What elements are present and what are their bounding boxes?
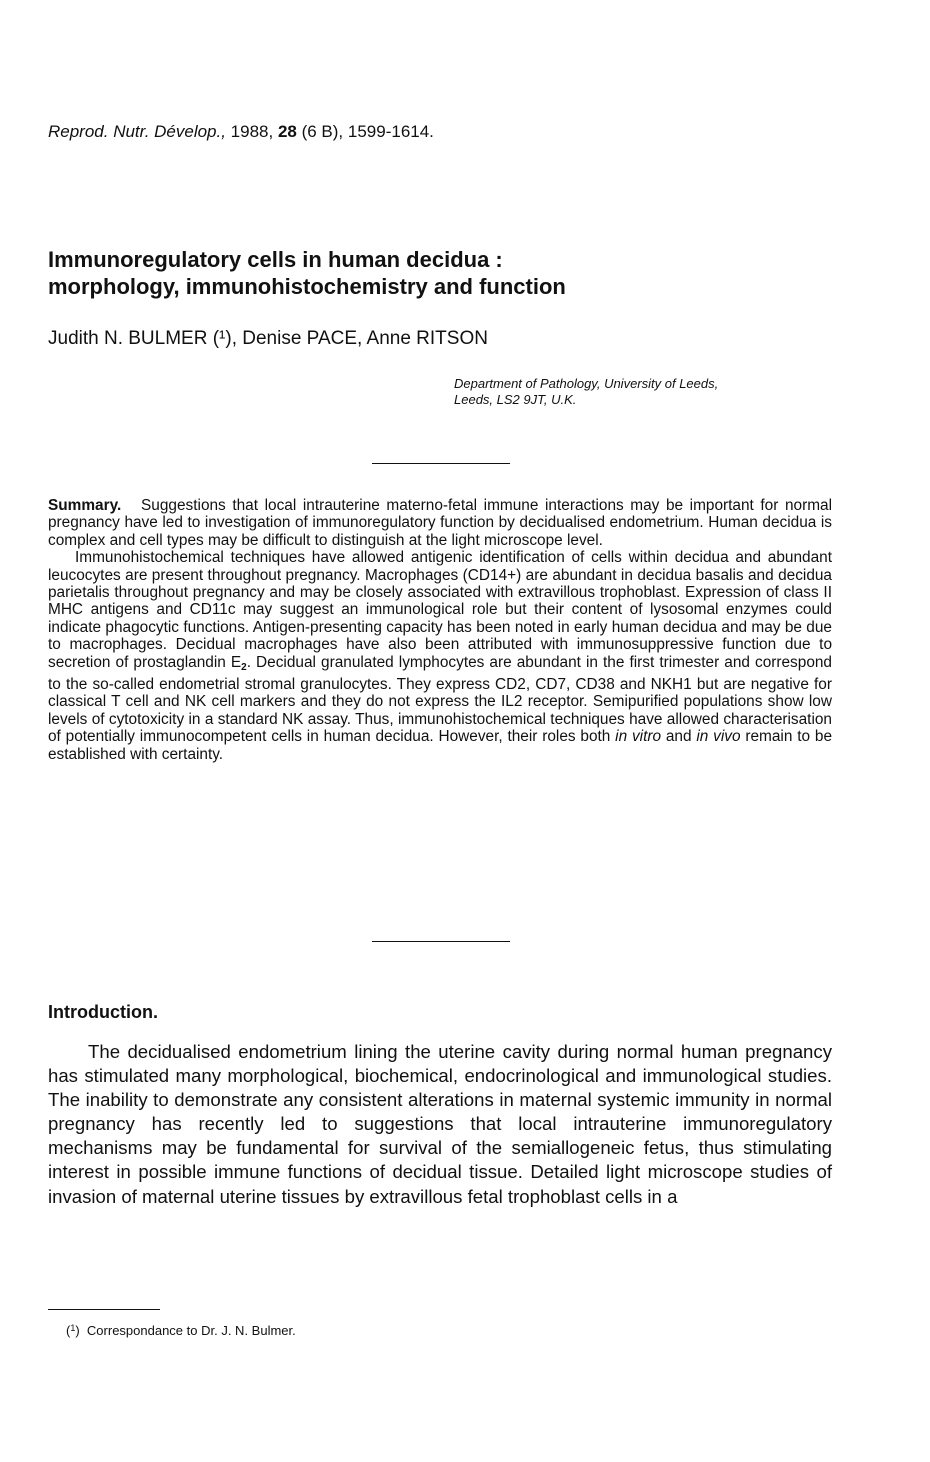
- summary-abstract: [48, 497, 832, 763]
- section-divider: [372, 463, 510, 464]
- summary-paragraph-2: [48, 549, 832, 763]
- affiliation: [454, 376, 718, 408]
- summary-paragraph-1: [48, 497, 832, 549]
- introduction-body: [48, 1040, 832, 1209]
- affiliation-line-2: Leeds, LS2 9JT, U.K.: [454, 392, 577, 407]
- summary-and: and: [661, 728, 697, 746]
- journal-name: Reprod. Nutr. Dévelop.,: [48, 122, 226, 141]
- summary-text-2a: Immunohistochemical techniques have allowed antigenic identification of cells within decidua and abundant leucocytes are present throughout pregnancy. Macrophages (CD14+) are abundant in decidua basalis and decidua parietalis throughout pregnancy and may be closely associated with extravillous trophoblast. Expression of class II MHC antigens and CD11c may suggest an immunological role but their content of lysosomal enzymes could indicate phagocytic functions. Antigen-presenting capacity has been noted in early human decidua and may be due to macrophages. Decidual macrophages have also been attributed with immunosuppressive function due to secretion of prostaglandin E: [48, 549, 832, 671]
- footnote-marker: 1: [70, 1323, 76, 1333]
- in-vivo-italic: in vivo: [696, 728, 741, 746]
- summary-text-2b: . Decidual granulated lymphocytes are abundant in the first trimester and correspond to the so-called endometrial stromal granulocytes. They express CD2, CD7, CD38 and NKH1 but are negative for classical T cell and NK cell markers and they do not express the IL2 receptor. Semipurified populations show low levels of cytotoxicity in a standard NK assay. Thus, immunohistochemical techniques have allowed characterisation of potentially immunocompetent cells in human decidua. However, their roles both: [48, 653, 832, 746]
- subscript-2: 2: [241, 661, 247, 673]
- footnote-text: Correspondance to Dr. J. N. Bulmer.: [86, 1323, 296, 1338]
- in-vitro-italic: in vitro: [615, 728, 662, 746]
- footnote-rule: [48, 1309, 160, 1310]
- summary-label: Summary.: [48, 497, 122, 514]
- citation-year: 1988,: [225, 122, 278, 141]
- paper-title: [48, 246, 848, 300]
- section-divider: [372, 941, 510, 942]
- summary-text-2c: remain to be established with certainty.: [48, 728, 833, 763]
- author-list: Judith N. BULMER (¹), Denise PACE, Anne RITSON: [48, 328, 488, 349]
- introduction-heading: Introduction.: [48, 1002, 158, 1022]
- title-line-1: Immunoregulatory cells in human decidua :: [48, 247, 503, 272]
- citation-issue-pages: (6 B), 1599-1614.: [296, 122, 434, 141]
- journal-citation: [48, 122, 434, 142]
- footnote: ($^1$) Correspondance to Dr. J. N. Bulmer.: [66, 1323, 296, 1338]
- introduction-paragraph: The decidualised endometrium lining the uterine cavity during normal human pregnancy has stimulated many morphological, biochemical, endocrinological and immunological studies. The inability to demonstrate any consistent alterations in maternal systemic immunity in normal pregnancy has recently led to suggestions that local intrauterine immunoregulatory mechanisms may be fundamental for survival of the semiallogeneic fetus, thus stimulating interest in possible immune functions of decidual tissue. Detailed light microscope studies of invasion of maternal uterine tissues by extravillous fetal trophoblast cells in a: [48, 1041, 832, 1207]
- summary-text-1: Suggestions that local intrauterine materno-fetal immune interactions may be important for normal pregnancy have led to investigation of immunoregulatory function by decidualised endometrium. Human decidua is complex and cell types may be difficult to distinguish at the light microscope level.: [48, 497, 832, 549]
- citation-volume: 28: [277, 122, 297, 141]
- title-line-2: morphology, immunohistochemistry and function: [48, 274, 566, 299]
- affiliation-line-1: Department of Pathology, University of Leeds,: [454, 376, 719, 391]
